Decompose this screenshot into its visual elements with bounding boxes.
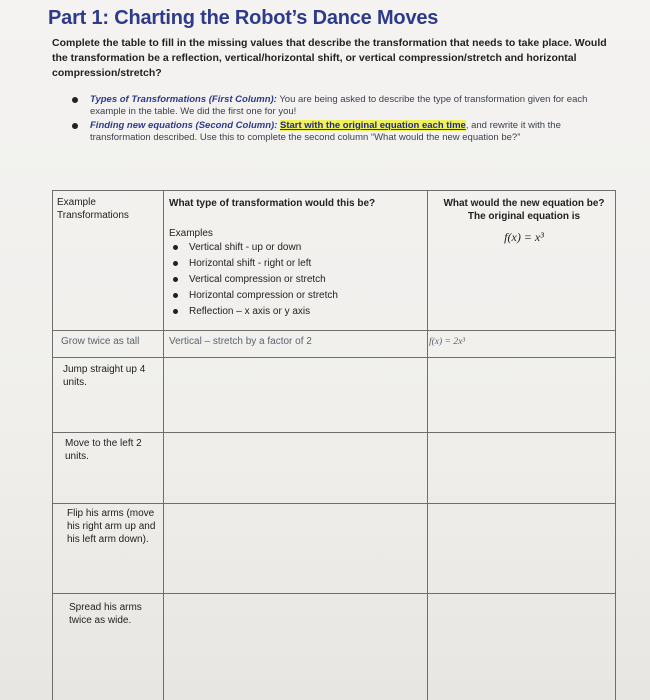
example-item-label: Vertical shift - up or down (189, 242, 302, 253)
list-item (169, 288, 419, 304)
list-item (169, 304, 419, 320)
bullet-icon (173, 245, 178, 250)
original-equation: f(x) = x³ (504, 230, 544, 244)
header-transformation-type: What type of transformation would this be? (169, 198, 376, 209)
column-divider (427, 191, 428, 700)
bullet-icon (173, 261, 178, 266)
instructions-paragraph: Complete the table to fill in the missing values that describe the transformation that needs to take place. Would the transformation be a reflection, vertical/horizontal shift, or vertical compression/stretch and horizontal compression/stretch? (52, 37, 607, 79)
transformation-table (52, 190, 616, 700)
highlighted-text: Start with the original equation each time (280, 120, 466, 131)
list-item (169, 272, 419, 288)
column-divider (163, 191, 164, 700)
row-divider (53, 503, 615, 504)
example-item-label: Vertical compression or stretch (189, 274, 326, 285)
examples-box (169, 227, 419, 320)
example-cell: Grow twice as tall (61, 336, 140, 347)
bullet-heading: Types of Transformations (First Column): (90, 94, 277, 105)
examples-label: Examples (169, 228, 213, 239)
example-cell: Spread his arms twice as wide. (69, 602, 142, 626)
equation-cell: f(x) = 2x³ (429, 337, 466, 347)
list-item (169, 256, 419, 272)
bullet-finding-new-equations (70, 120, 610, 144)
examples-list (169, 240, 419, 320)
bullet-types-of-transformations (70, 94, 610, 118)
example-cell: Flip his arms (move his right arm up and his left arm down). (67, 508, 156, 545)
example-item-label: Horizontal compression or stretch (189, 290, 338, 301)
row-divider (53, 357, 615, 358)
example-item-label: Horizontal shift - right or left (189, 258, 312, 269)
bullet-icon (72, 97, 78, 103)
bullet-icon (72, 123, 78, 129)
bullet-text: , and rewrite it with the transformation described. Use this to complete the second column “What would the new equation be?” (90, 120, 561, 143)
type-cell: Vertical – stretch by a factor of 2 (169, 336, 312, 347)
bullet-heading: Finding new equations (Second Column): (90, 120, 278, 131)
page-title: Part 1: Charting the Robot’s Dance Moves (48, 7, 439, 29)
row-divider (53, 593, 615, 594)
example-item-label: Reflection – x axis or y axis (189, 306, 311, 317)
header-example-transformations: Example Transformations (57, 197, 129, 221)
bullet-icon (173, 277, 178, 282)
bullet-text: You are being asked to describe the type of transformation given for each example in the table. We did the first one for you! (90, 94, 588, 117)
example-cell: Move to the left 2 units. (65, 438, 142, 462)
list-item (169, 240, 419, 256)
instruction-bullets (70, 94, 610, 146)
row-divider (53, 330, 615, 331)
bullet-icon (173, 309, 178, 314)
example-cell: Jump straight up 4 units. (63, 364, 146, 388)
row-divider (53, 432, 615, 433)
bullet-icon (173, 293, 178, 298)
header-new-equation: What would the new equation be? The original equation is (443, 198, 605, 222)
